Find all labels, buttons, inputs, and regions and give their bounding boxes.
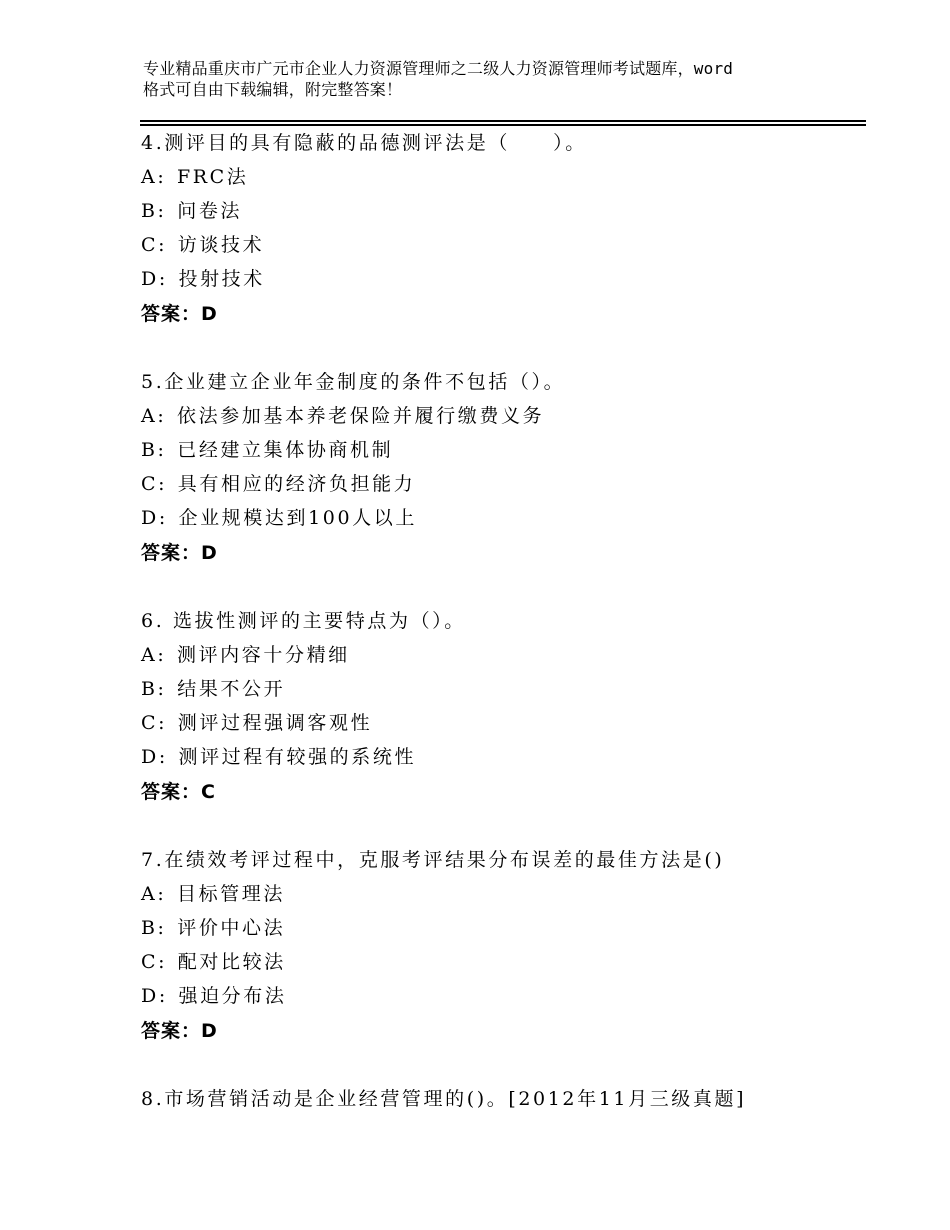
option-text: 测评内容十分精细 [176, 644, 350, 666]
option-text: 企业规模达到100人以上 [178, 507, 417, 529]
header-divider-top [140, 120, 866, 122]
question-stem: 7.在绩效考评过程中，克服考评结果分布误差的最佳方法是() [141, 849, 725, 871]
option-letter: A: [141, 644, 167, 666]
option-d [141, 984, 287, 1008]
option-letter: A: [141, 405, 167, 427]
option-text: 评价中心法 [177, 917, 286, 939]
option-letter: C: [141, 951, 168, 973]
option-a [141, 165, 248, 189]
option-text: FRC法 [176, 166, 249, 188]
option-text: 强迫分布法 [178, 985, 287, 1007]
option-letter: D: [141, 507, 168, 529]
option-text: 问卷法 [177, 200, 243, 222]
option-a [141, 404, 544, 428]
option-text: 访谈技术 [177, 234, 265, 256]
option-text: 目标管理法 [176, 883, 285, 905]
answer-line: 答案：D [141, 303, 218, 325]
header-divider-bottom [140, 124, 866, 126]
document-header [143, 58, 843, 100]
option-letter: B: [141, 917, 167, 939]
option-d [141, 506, 417, 530]
option-text: 依法参加基本养老保险并履行缴费义务 [176, 405, 545, 427]
option-c [141, 472, 415, 496]
option-c [141, 711, 372, 735]
option-b [141, 199, 242, 223]
option-text: 已经建立集体协商机制 [177, 439, 394, 461]
option-letter: D: [141, 985, 168, 1007]
answer-line: 答案：D [141, 1020, 218, 1042]
option-letter: B: [141, 200, 167, 222]
option-a [141, 882, 285, 906]
option-text: 配对比较法 [177, 951, 286, 973]
question-stem: 8.市场营销活动是企业经营管理的()。[2012年11月三级真题] [141, 1088, 747, 1110]
question-stem: 6. 选拔性测评的主要特点为（）。 [141, 610, 466, 632]
option-b [141, 677, 285, 701]
option-c [141, 950, 286, 974]
option-a [141, 643, 350, 667]
option-text: 投射技术 [178, 268, 265, 290]
option-letter: C: [141, 234, 168, 256]
option-c [141, 233, 264, 257]
option-text: 具有相应的经济负担能力 [177, 473, 416, 495]
option-d [141, 745, 416, 769]
option-d [141, 267, 265, 291]
answer-line: 答案：D [141, 542, 218, 564]
header-line-2: 格式可自由下载编辑，附完整答案！ [143, 80, 403, 99]
option-letter: C: [141, 473, 168, 495]
question-stem: 4.测评目的具有隐蔽的品德测评法是（ ）。 [141, 132, 587, 154]
option-b [141, 438, 393, 462]
option-b [141, 916, 285, 940]
option-letter: B: [141, 439, 167, 461]
option-letter: C: [141, 712, 168, 734]
option-letter: B: [141, 678, 167, 700]
answer-line: 答案：C [141, 781, 216, 803]
header-line-1: 专业精品重庆市广元市企业人力资源管理师之二级人力资源管理师考试题库，word [143, 59, 734, 78]
option-letter: A: [141, 883, 167, 905]
option-text: 结果不公开 [177, 678, 286, 700]
option-text: 测评过程强调客观性 [177, 712, 373, 734]
option-letter: D: [141, 268, 168, 290]
question-stem: 5.企业建立企业年金制度的条件不包括（）。 [141, 371, 566, 393]
option-letter: A: [141, 166, 167, 188]
option-text: 测评过程有较强的系统性 [178, 746, 417, 768]
option-letter: D: [141, 746, 168, 768]
